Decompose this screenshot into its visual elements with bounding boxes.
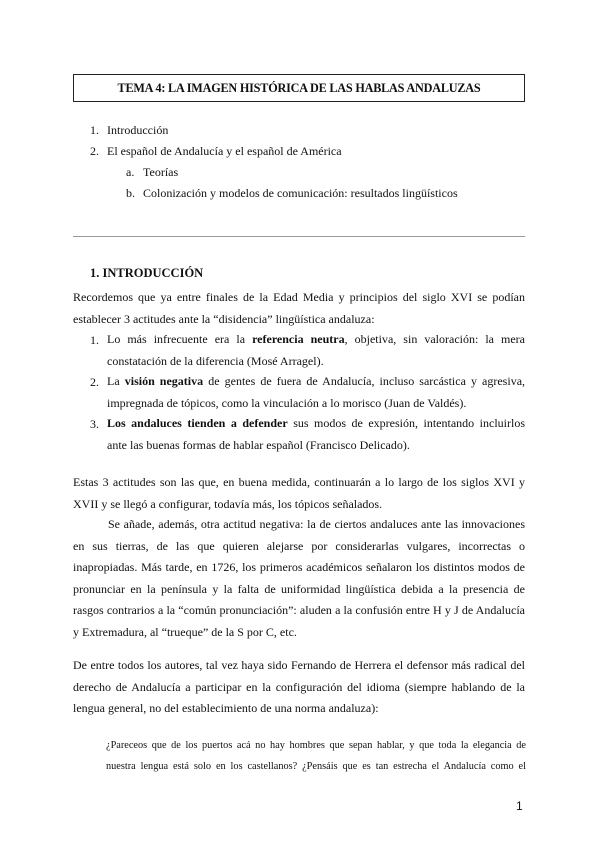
paragraph-line: pronunciar en la península y la falta de uniformidad lingüística debida a la presencia de (73, 581, 525, 596)
paragraph-line: Recordemos que ya entre finales de la Edad Media y principios del siglo XVI se podían (73, 290, 525, 304)
text-run: Lo más infrecuente era la (107, 332, 253, 346)
paragraph-line: establecer 3 actitudes ante la “disidencia” lingüística andaluza: (73, 311, 375, 326)
section-heading: 1. INTRODUCCIÓN (90, 266, 204, 280)
toc-item-espanol: El español de Andalucía y el español de América (107, 144, 342, 158)
toc-marker: a. (126, 165, 135, 179)
paragraph-line: y Extremadura, al “trueque” de la S por C, etc. (73, 624, 297, 639)
bold-term: Los andaluces tienden a defender (107, 416, 288, 430)
bold-term: referencia neutra (252, 332, 345, 346)
paragraph-line: Estas 3 actitudes son las que, en buena medida, continuarán a lo largo de los siglos XVI y (73, 475, 525, 489)
text-run: sus modos de expresión, intentando incluirlos (287, 416, 525, 430)
paragraph-line: rasgos contrarios a la “común pronunciación”: aluden a la confusión entre H y J de Andalucía (73, 603, 525, 617)
toc-item-introduccion: Introducción (107, 123, 169, 137)
attitude-item (107, 413, 525, 456)
text-run: , objetiva, sin valoración: la mera (344, 332, 526, 346)
text-run: La (107, 374, 125, 388)
horizontal-divider (73, 236, 525, 237)
document-title: TEMA 4: LA IMAGEN HISTÓRICA DE LAS HABLAS ANDALUZAS (73, 74, 525, 102)
paragraph-line: derecho de Andalucía a participar en la configuración del idioma (siempre hablando de la (73, 679, 525, 694)
paragraph-line: impregnada de tópicos, como la vinculación a lo morisco (Juan de Valdés). (107, 395, 467, 410)
list-marker: 1. (90, 333, 99, 347)
text-run: de gentes de fuera de Andalucía, incluso sarcástica y agresiva, (203, 374, 526, 388)
quote-line: nuestra lengua está solo en los castellanos? ¿Pensáis que es tan estrecha el Andalucía como el (106, 761, 526, 772)
paragraph-line: en sus tierras, de las que quieren alejarse por considerarlas vulgares, incorrectas o (73, 538, 525, 553)
toc-marker: b. (126, 186, 135, 200)
paragraph-line: Se añade, además, otra actitud negativa: la de ciertos andaluces ante las innovaciones (108, 517, 525, 531)
attitude-item (107, 329, 525, 372)
paragraph-3 (73, 514, 525, 643)
paragraph-line: lengua general, no del establecimiento de una norma andaluza): (73, 701, 379, 715)
toc-item-colonizacion: Colonización y modelos de comunicación: resultados lingüísticos (143, 186, 458, 200)
intro-paragraph (73, 287, 525, 330)
list-marker: 3. (90, 417, 99, 431)
paragraph-line: De entre todos los autores, tal vez haya sido Fernando de Herrera el defensor más radical del (73, 658, 525, 672)
page-number: 1 (516, 799, 523, 813)
attitude-item (107, 371, 525, 414)
toc-item-teorias: Teorías (143, 165, 179, 179)
paragraph-line: XVII y se llegó a configurar, todavía más, los tópicos señalados. (73, 496, 383, 511)
bold-term: visión negativa (124, 374, 204, 388)
paragraph-line: ante las buenas formas de hablar español (Francisco Delicado). (107, 437, 410, 452)
block-quote (106, 735, 526, 777)
paragraph-line: constatación de la diferencia (Mosé Arragel). (107, 353, 324, 368)
toc-marker: 1. (90, 123, 99, 137)
paragraph-line: inapropiadas. Más tarde, en 1726, los primeros académicos señalaron los distintos modos de (73, 560, 525, 574)
paragraph-4 (73, 655, 525, 720)
quote-line: ¿Pareceos que de los puertos acá no hay hombres que sepan hablar, y que toda la elegancia de (106, 740, 526, 751)
toc-marker: 2. (90, 144, 99, 158)
paragraph-2 (73, 472, 525, 515)
list-marker: 2. (90, 375, 99, 389)
